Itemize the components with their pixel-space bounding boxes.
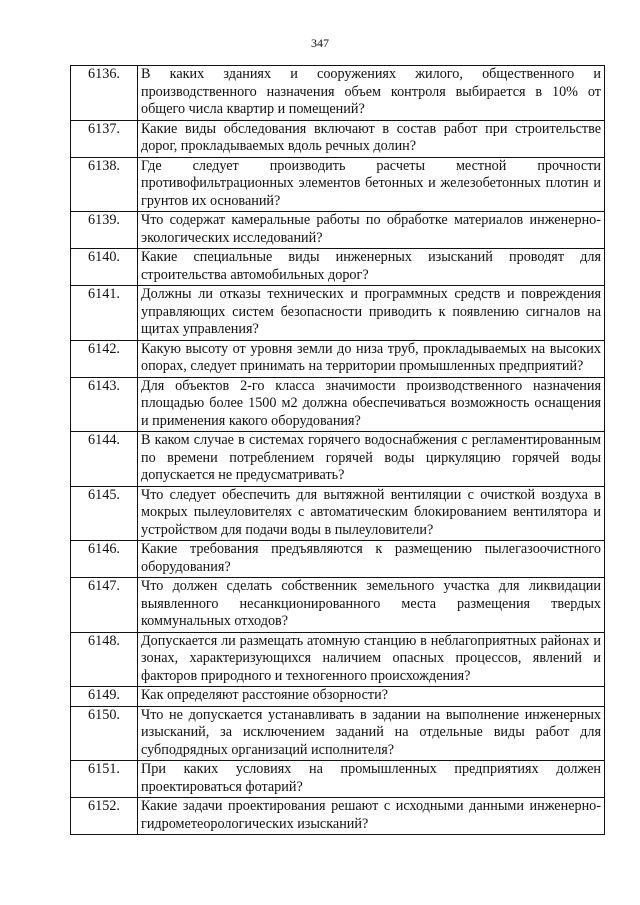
table-row (71, 541, 605, 578)
question-number: 6151. (71, 761, 138, 798)
question-text: Какие требования предъявляются к размещению пылегазоочистного оборудования? (138, 541, 605, 578)
question-number: 6143. (71, 377, 138, 432)
table-row (71, 687, 605, 707)
question-text: Должны ли отказы технических и программных средств и повреждения управляющих систем безопасности приводить к появлению сигналов на щитах управления? (138, 286, 605, 341)
table-row (71, 486, 605, 541)
table-row (71, 66, 605, 121)
table-row (71, 632, 605, 687)
table-row (71, 578, 605, 633)
question-text: Для объектов 2-го класса значимости производственного назначения площадью более 1500 м2 должна обеспечиваться возможность оснащения и применения какого оборудования? (138, 377, 605, 432)
table-row (71, 212, 605, 249)
question-number: 6136. (71, 66, 138, 121)
question-number: 6152. (71, 798, 138, 835)
question-number: 6148. (71, 632, 138, 687)
question-text: Какие специальные виды инженерных изысканий проводят для строительства автомобильных дорог? (138, 249, 605, 286)
question-number: 6137. (71, 120, 138, 157)
question-text: Какие виды обследования включают в состав работ при строительстве дорог, прокладываемых вдоль речных долин? (138, 120, 605, 157)
question-text: Что следует обеспечить для вытяжной вентиляции с очисткой воздуха в мокрых пылеуловителях с автоматическим блокированием вентилятора и устройством для подачи воды в пылеуловители? (138, 486, 605, 541)
question-text: Какие задачи проектирования решают с исходными данными инженерно-гидрометеорологических изысканий? (138, 798, 605, 835)
question-number: 6140. (71, 249, 138, 286)
question-number: 6146. (71, 541, 138, 578)
question-text: В каком случае в системах горячего водоснабжения с регламентированным по времени потреблением горячей воды циркуляцию горячей воды допускается не предусматривать? (138, 432, 605, 487)
question-text: Что содержат камеральные работы по обработке материалов инженерно-экологических исследований? (138, 212, 605, 249)
table-row (71, 761, 605, 798)
table-row (71, 340, 605, 377)
question-number: 6141. (71, 286, 138, 341)
table-row (71, 432, 605, 487)
questions-table (70, 65, 605, 835)
table-row (71, 157, 605, 212)
question-text: При каких условиях на промышленных предприятиях должен проектироваться фотарий? (138, 761, 605, 798)
question-text: Как определяют расстояние обзорности? (138, 687, 605, 707)
question-text: В каких зданиях и сооружениях жилого, общественного и производственного назначения объем контроля выбирается в 10% от общего числа квартир и помещений? (138, 66, 605, 121)
question-number: 6142. (71, 340, 138, 377)
page-number: 347 (311, 36, 329, 50)
question-text: Что должен сделать собственник земельного участка для ликвидации выявленного несанкционированного места размещения твердых коммунальных отходов? (138, 578, 605, 633)
table-row (71, 798, 605, 835)
table-row (71, 249, 605, 286)
table-row (71, 286, 605, 341)
question-number: 6147. (71, 578, 138, 633)
question-number: 6149. (71, 687, 138, 707)
table-row (71, 377, 605, 432)
question-text: Какую высоту от уровня земли до низа труб, прокладываемых на высоких опорах, следует принимать на территории промышленных предприятий? (138, 340, 605, 377)
question-number: 6144. (71, 432, 138, 487)
questions-table-body (71, 66, 605, 835)
question-number: 6145. (71, 486, 138, 541)
question-number: 6138. (71, 157, 138, 212)
question-text: Допускается ли размещать атомную станцию в неблагоприятных районах и зонах, характеризующихся наличием опасных процессов, явлений и факторов природного и техногенного происхождения? (138, 632, 605, 687)
table-row (71, 120, 605, 157)
question-number: 6150. (71, 706, 138, 761)
table-row (71, 706, 605, 761)
question-text: Что не допускается устанавливать в задании на выполнение инженерных изысканий, за исключением заданий на отдельные виды работ для субподрядных организаций исполнителя? (138, 706, 605, 761)
question-text: Где следует производить расчеты местной прочности противофильтрационных элементов бетонных и железобетонных плотин и грунтов их оснований? (138, 157, 605, 212)
question-number: 6139. (71, 212, 138, 249)
